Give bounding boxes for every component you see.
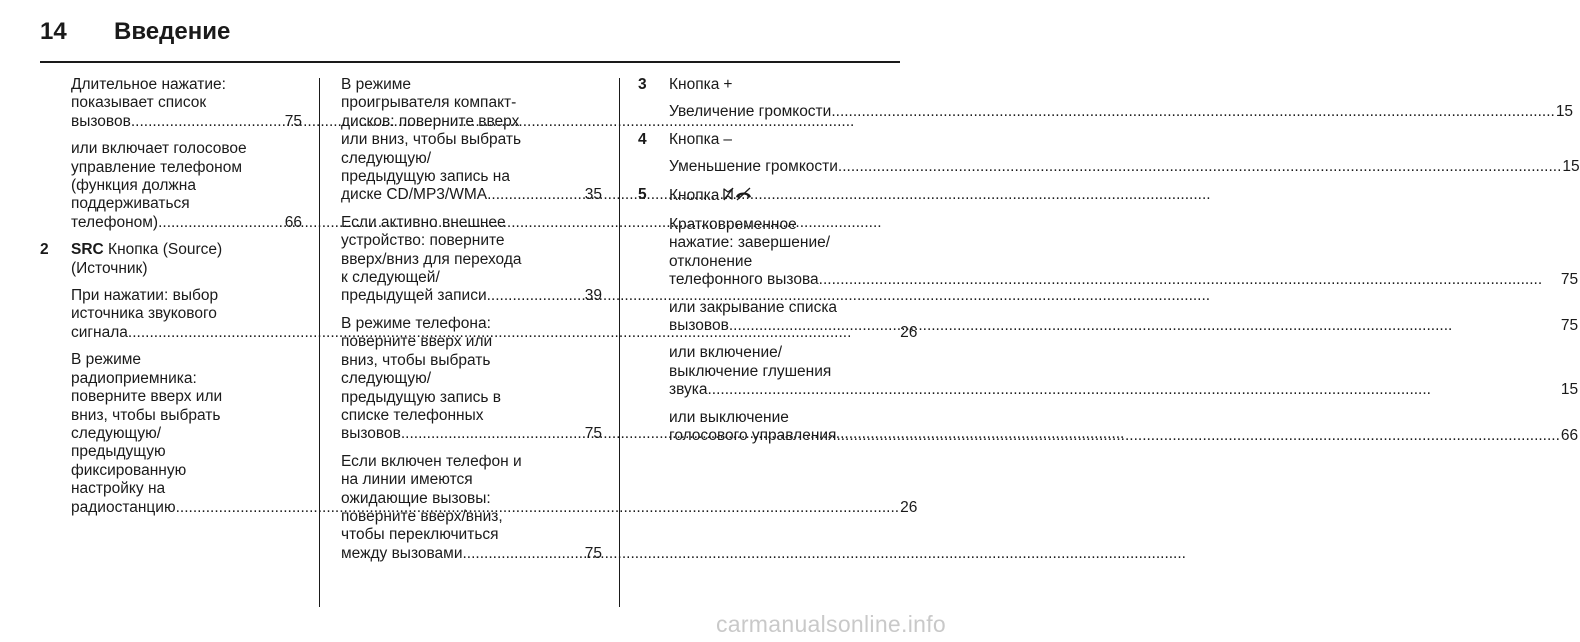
toc-line: радиостанцию ..... 26 bbox=[71, 499, 917, 517]
paragraph: или включает голосовое управление телефоном (функция должна поддерживаться телефоном) ..... 66 bbox=[71, 140, 302, 232]
item-number: 2 bbox=[40, 241, 49, 259]
mute-hangup-icon bbox=[723, 186, 755, 207]
page-ref[interactable]: 75 bbox=[284, 112, 302, 130]
page-ref[interactable]: 35 bbox=[584, 186, 602, 204]
toc-line: телефоном) ..... 66 bbox=[71, 214, 302, 232]
item-3: 3 Кнопка + Увеличение громкости ..... 15 bbox=[638, 76, 900, 122]
toc-line: телефонного вызова ..... 75 bbox=[669, 271, 1578, 289]
page-ref[interactable]: 66 bbox=[1560, 427, 1579, 445]
page-ref[interactable]: 15 bbox=[1560, 381, 1579, 399]
page-ref[interactable]: 15 bbox=[1555, 103, 1574, 121]
item-5: 5 Кнопка Кратковременное нажатие: завершение/ отклонение телефонного вызова ..... 75 или закрывание списка вызовов ..... 75 или включение/ выключение глушения звука ..... 15 или выключение голосового управления ..... 66 bbox=[638, 186, 900, 446]
toc-line: вызовов ..... 75 bbox=[71, 113, 302, 131]
page-ref[interactable]: 75 bbox=[1560, 317, 1579, 335]
column-2 bbox=[341, 76, 602, 572]
plus-icon: + bbox=[723, 76, 733, 93]
item-4: 4 Кнопка – Уменьшение громкости ..... 15 bbox=[638, 131, 900, 177]
watermark[interactable]: carmanualsonline.info bbox=[715, 611, 946, 637]
paragraph: При нажатии: выбор источника звукового сигнала ..... 26 bbox=[71, 287, 917, 342]
toc-line: вызовов ..... 75 bbox=[669, 317, 1578, 335]
page-ref[interactable]: 26 bbox=[900, 323, 918, 341]
page-title: Введение bbox=[114, 18, 231, 45]
toc-line: звука ..... 15 bbox=[669, 381, 1578, 399]
page-ref[interactable]: 66 bbox=[284, 213, 302, 231]
page-ref[interactable]: 15 bbox=[1562, 158, 1580, 176]
paragraph: Если активно внешнее устройство: поверните вверх/вниз для перехода к следующей/ предыдущей записи ..... 39 bbox=[341, 214, 602, 306]
toc-line: между вызовами ..... 75 bbox=[341, 545, 602, 563]
page-ref[interactable]: 75 bbox=[584, 544, 602, 562]
page-header bbox=[40, 18, 230, 46]
paragraph: Если включен телефон и на линии имеются ожидающие вызовы: поверните вверх/вниз, чтобы переключиться между вызовами ..... 75 bbox=[341, 453, 602, 563]
src-key-label: SRC bbox=[71, 241, 104, 259]
page-ref[interactable]: 39 bbox=[584, 287, 602, 305]
paragraph: В режиме телефона: поверните вверх или вниз, чтобы выбрать следующую/ предыдущую запись в списке телефонных вызовов ..... 75 bbox=[341, 315, 602, 444]
paragraph: В режиме радиоприемника: поверните вверх или вниз, чтобы выбрать следующую/ предыдущую фиксированную настройку на радиостанцию ..... 26 bbox=[71, 351, 917, 517]
minus-icon: – bbox=[723, 130, 732, 148]
header-rule bbox=[40, 61, 900, 63]
toc-line: сигнала ..... 26 bbox=[71, 324, 917, 342]
paragraph: В режиме проигрывателя компакт- дисков: поверните вверх или вниз, чтобы выбрать следующую/ предыдущую запись на диске CD/MP3/WMA ..... 35 bbox=[341, 76, 602, 205]
page-ref[interactable]: 75 bbox=[584, 425, 602, 443]
toc-line: вызовов ..... 75 bbox=[341, 425, 602, 443]
page-number: 14 bbox=[40, 18, 67, 45]
page-ref[interactable]: 26 bbox=[900, 498, 918, 516]
item-2: 2 SRC Кнопка (Source) (Источник) При нажатии: выбор источника звукового сигнала ..... 26 В режиме радиоприемника: поверните вверх или вниз, чтобы выбрать следующую/ предыдущую фиксированную настройку на радиостанцию ..... 26 bbox=[40, 241, 302, 517]
toc-line: голосового управления ..... 66 bbox=[669, 427, 1578, 445]
toc-line: Уменьшение громкости ..... 15 bbox=[669, 158, 1580, 176]
page-ref[interactable]: 75 bbox=[1560, 271, 1579, 289]
paragraph: Длительное нажатие: показывает список вызовов ..... 75 bbox=[71, 76, 302, 131]
toc-line: диске CD/MP3/WMA ..... 35 bbox=[341, 186, 602, 204]
toc-line: предыдущей записи ..... 39 bbox=[341, 287, 602, 305]
toc-line: Увеличение громкости ..... 15 bbox=[669, 103, 1573, 121]
